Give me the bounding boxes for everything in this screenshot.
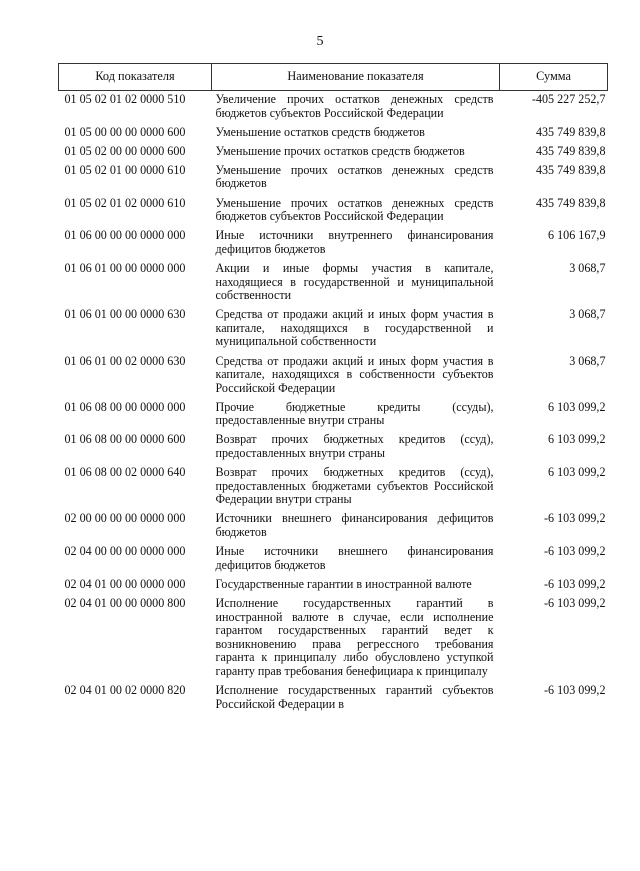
budget-sources-table: [58, 63, 608, 717]
row-name: Государственные гарантии в иностранной валюте: [215, 576, 472, 591]
table-row: [59, 229, 608, 262]
row-code: 01 06 01 00 02 0000 630: [64, 353, 186, 368]
row-code: 02 04 01 00 00 0000 800: [64, 595, 186, 610]
row-sum: 6 103 099,2: [548, 399, 606, 414]
table-row: [59, 597, 608, 684]
row-sum: -6 103 099,2: [544, 511, 606, 526]
row-code: 01 06 08 00 02 0000 640: [64, 465, 186, 480]
row-code: 01 06 00 00 00 0000 000: [64, 228, 186, 243]
column-header-name: Наименование показателя: [212, 64, 500, 91]
table-row: [59, 262, 608, 308]
row-name: Исполнение государственных гарантий в иностранной валюте в случае, если исполнение гарантом государственных гарантий ведет к возникновению права регрессного требования гаранта к принципалу либо обусловлено уступкой гаранту прав требования бенефициара к принципалу: [215, 595, 494, 678]
column-header-sum: Сумма: [500, 64, 608, 91]
row-code: 01 06 01 00 00 0000 000: [64, 260, 186, 275]
row-code: 01 06 01 00 00 0000 630: [64, 307, 186, 322]
table-row: [59, 578, 608, 597]
row-code: 02 04 01 00 02 0000 820: [64, 682, 186, 697]
table-row: [59, 308, 608, 354]
column-header-code: Код показателя: [59, 64, 212, 91]
table-row: [59, 91, 608, 126]
table-row: [59, 512, 608, 545]
row-sum: -6 103 099,2: [544, 595, 606, 610]
row-name: Возврат прочих бюджетных кредитов (ссуд), предоставленных внутри страны: [215, 432, 494, 461]
row-sum: 435 749 839,8: [535, 143, 606, 158]
row-name: Исполнение государственных гарантий субъектов Российской Федерации в: [215, 682, 494, 711]
row-sum: -6 103 099,2: [544, 682, 606, 697]
table-row: [59, 197, 608, 230]
row-name: Источники внешнего финансирования дефицитов бюджетов: [215, 511, 494, 540]
row-name: Уменьшение прочих остатков средств бюджетов: [215, 143, 465, 158]
row-code: 01 05 02 01 00 0000 610: [64, 162, 186, 177]
row-code: 01 06 08 00 00 0000 600: [64, 432, 186, 447]
row-sum: 435 749 839,8: [535, 124, 606, 139]
row-code: 01 06 08 00 00 0000 000: [64, 399, 186, 414]
row-code: 01 05 02 00 00 0000 600: [64, 143, 186, 158]
row-name: Акции и иные формы участия в капитале, находящиеся в государственной и муниципальной собственности: [215, 260, 494, 303]
page-number: 5: [316, 34, 324, 49]
row-code: 02 04 01 00 00 0000 000: [64, 576, 186, 591]
table-row: [59, 145, 608, 164]
row-name: Увеличение прочих остатков денежных средств бюджетов субъектов Российской Федерации: [215, 92, 494, 120]
row-sum: 6 103 099,2: [548, 432, 606, 447]
table-row: [59, 164, 608, 197]
row-sum: -405 227 252,7: [531, 92, 606, 106]
row-code: 01 05 02 01 02 0000 610: [64, 195, 186, 210]
row-name: Иные источники внутреннего финансирования дефицитов бюджетов: [215, 228, 494, 256]
row-code: 02 00 00 00 00 0000 000: [64, 511, 186, 526]
row-code: 02 04 00 00 00 0000 000: [64, 544, 186, 559]
row-sum: 3 068,7: [569, 353, 606, 368]
table-row: [59, 355, 608, 401]
row-name: Возврат прочих бюджетных кредитов (ссуд), предоставленных бюджетами субъектов Российской Федерации внутри страны: [215, 465, 494, 507]
row-name: Уменьшение прочих остатков денежных средств бюджетов: [215, 162, 494, 191]
table-row: [59, 401, 608, 434]
table-row: [59, 466, 608, 512]
row-name: Иные источники внешнего финансирования дефицитов бюджетов: [215, 544, 494, 572]
row-name: Уменьшение прочих остатков денежных средств бюджетов субъектов Российской Федерации: [215, 195, 494, 224]
row-sum: -6 103 099,2: [544, 544, 606, 559]
row-code: 01 05 02 01 02 0000 510: [64, 92, 186, 106]
row-sum: 6 103 099,2: [548, 465, 606, 480]
row-name: Прочие бюджетные кредиты (ссуды), предоставленные внутри страны: [215, 399, 494, 428]
row-sum: 435 749 839,8: [535, 195, 606, 210]
row-sum: 3 068,7: [569, 307, 606, 322]
row-code: 01 05 00 00 00 0000 600: [64, 124, 186, 139]
table-body: [59, 91, 608, 717]
row-name: Уменьшение остатков средств бюджетов: [215, 124, 425, 139]
row-name: Средства от продажи акций и иных форм участия в капитале, находящихся в собственности субъектов Российской Федерации: [215, 353, 494, 395]
row-sum: 435 749 839,8: [535, 162, 606, 177]
row-sum: -6 103 099,2: [544, 576, 606, 591]
table-header-row: [59, 64, 608, 91]
table-row: [59, 126, 608, 145]
table-row: [59, 545, 608, 578]
table-row: [59, 433, 608, 466]
row-sum: 6 106 167,9: [548, 228, 606, 243]
table-row: [59, 684, 608, 717]
row-name: Средства от продажи акций и иных форм участия в капитале, находящихся в государственной и муниципальной собственности: [215, 307, 494, 349]
row-sum: 3 068,7: [569, 260, 606, 275]
